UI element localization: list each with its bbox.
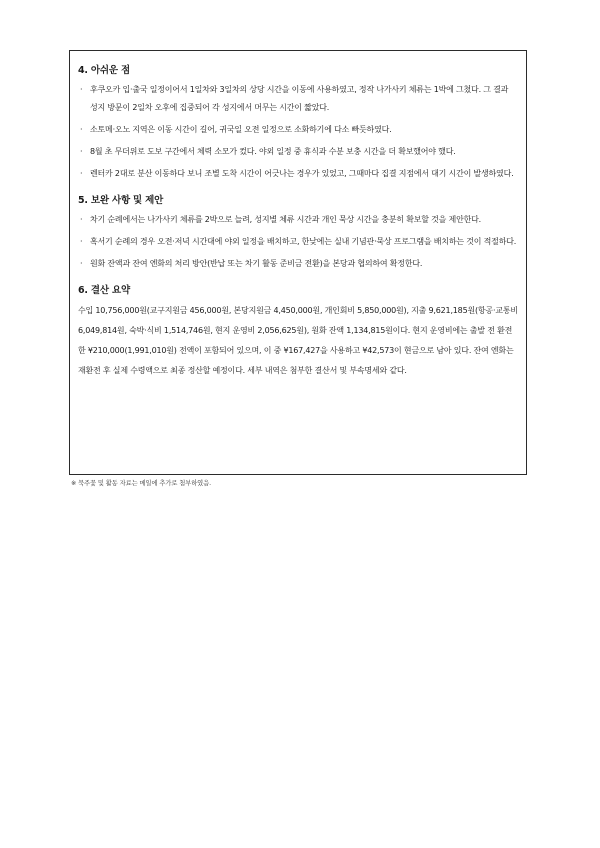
- bullet-mark: ·: [80, 259, 83, 268]
- bullet-mark: ·: [80, 169, 83, 178]
- section-5-item: [78, 211, 518, 229]
- list-item-text: 8월 초 무더위로 도보 구간에서 체력 소모가 컸다. 야외 일정 중 휴식과 수분 보충 시간을 더 확보했어야 했다.: [90, 147, 456, 156]
- list-item-text: 혹서기 순례의 경우 오전·저녁 시간대에 야외 일정을 배치하고, 한낮에는 실내 기념관·묵상 프로그램을 배치하는 것이 적절하다.: [90, 237, 517, 246]
- bullet-mark: ·: [80, 215, 83, 224]
- list-item-text: 후쿠오카 입·출국 일정이어서 1일차와 3일차의 상당 시간을 이동에 사용하였고, 정작 나가사키 체류는 1박에 그쳤다. 그 결과 성지 방문이 2일차 오후에 집중되어 각 성지에서 머무는 시간이 짧았다.: [90, 85, 509, 112]
- section-6-heading: 6. 결산 요약: [78, 285, 130, 296]
- section-4-item: [78, 121, 518, 139]
- section-5-item: [78, 233, 518, 251]
- bullet-mark: ·: [80, 85, 83, 94]
- section-4-item: [78, 143, 518, 161]
- settlement-summary-paragraph: 수입 10,756,000원(교구지원금 456,000원, 본당지원금 4,450,000원, 개인회비 5,850,000원), 지출 9,621,185원(항공·교통비 6,049,814원, 숙박·식비 1,514,746원, 현지 운영비 2,056,625원), 원화 잔액 1,134,815원이다. 현지 운영비에는 출발 전 환전한 ¥210,000(1,991,010원) 전액이 포함되어 있으며, 이 중 ¥167,427을 사용하고 ¥42,573이 현금으로 남아 있다. 잔여 엔화는 재환전 후 실제 수령액으로 최종 정산할 예정이다. 세부 내역은 첨부한 결산서 및 부속명세와 같다.: [78, 306, 518, 375]
- section-4-list: [78, 81, 518, 183]
- section-5-item: [78, 255, 518, 273]
- list-item-text: 차기 순례에서는 나가사키 체류를 2박으로 늘려, 성지별 체류 시간과 개인 묵상 시간을 충분히 확보할 것을 제안한다.: [90, 215, 482, 224]
- section-5-list: [78, 211, 518, 273]
- list-item-text: 원화 잔액과 잔여 엔화의 처리 방안(반납 또는 차기 활동 준비금 전환)을 본당과 협의하여 확정한다.: [90, 259, 423, 268]
- section-4-item: [78, 165, 518, 183]
- attachment-footnote: ※ 묵주꽃 및 활동 자료는 메일에 추가로 첨부하였음.: [71, 480, 212, 487]
- bullet-mark: ·: [80, 125, 83, 134]
- report-content-box: [69, 50, 527, 475]
- bullet-mark: ·: [80, 147, 83, 156]
- section-4-heading: 4. 아쉬운 점: [78, 65, 130, 76]
- list-item-text: 소토메·오노 지역은 이동 시간이 길어, 귀국일 오전 일정으로 소화하기에 다소 빠듯하였다.: [90, 125, 392, 134]
- bullet-mark: ·: [80, 237, 83, 246]
- section-5-heading: 5. 보완 사항 및 제안: [78, 195, 164, 206]
- list-item-text: 렌터카 2대로 분산 이동하다 보니 조별 도착 시간이 어긋나는 경우가 있었고, 그때마다 집결 지점에서 대기 시간이 발생하였다.: [90, 169, 514, 178]
- section-4-item: [78, 81, 518, 117]
